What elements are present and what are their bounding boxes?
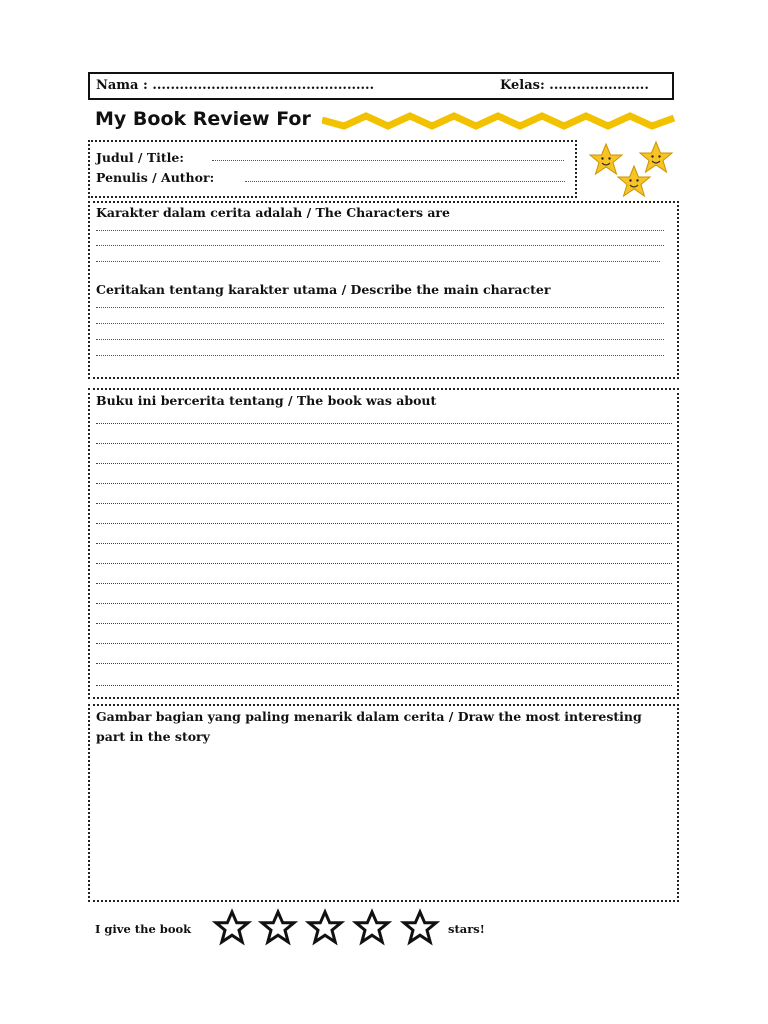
about-line[interactable]: [96, 523, 672, 524]
outline-star-icon[interactable]: [262, 912, 294, 942]
about-line[interactable]: [96, 663, 672, 664]
characters-label: Karakter dalam cerita adalah / The Characters are: [96, 205, 450, 220]
characters-line[interactable]: [96, 230, 664, 231]
outline-star-icon[interactable]: [404, 912, 436, 942]
about-line[interactable]: [96, 583, 672, 584]
about-line[interactable]: [96, 423, 672, 424]
about-line[interactable]: [96, 503, 672, 504]
main-character-label: Ceritakan tentang karakter utama / Describe the main character: [96, 282, 551, 297]
outline-star-icon[interactable]: [309, 912, 341, 942]
star-face-icon: [590, 144, 622, 174]
main-character-line[interactable]: [96, 355, 664, 356]
main-character-line[interactable]: [96, 339, 664, 340]
about-line[interactable]: [96, 443, 672, 444]
characters-line[interactable]: [96, 261, 660, 262]
rating-suffix: stars!: [448, 922, 485, 936]
star-face-icon: [618, 166, 650, 196]
about-line[interactable]: [96, 543, 672, 544]
about-line[interactable]: [96, 563, 672, 564]
main-character-line[interactable]: [96, 307, 664, 308]
characters-line[interactable]: [96, 245, 664, 246]
outline-star-icon[interactable]: [356, 912, 388, 942]
about-line[interactable]: [96, 603, 672, 604]
about-line[interactable]: [96, 483, 672, 484]
class-field[interactable]: Kelas: ......................: [500, 78, 649, 93]
title-label: Judul / Title:: [96, 150, 184, 165]
title-input-line[interactable]: [212, 160, 564, 161]
rating-stars: [210, 908, 450, 946]
outline-star-icon[interactable]: [216, 912, 248, 942]
author-input-line[interactable]: [245, 181, 565, 182]
name-field[interactable]: Nama : .................................................: [96, 78, 375, 93]
drawing-label: Gambar bagian yang paling menarik dalam cerita / Draw the most interesting part in the story: [96, 709, 642, 744]
rating-prefix: I give the book: [95, 922, 192, 936]
star-face-icon: [640, 142, 672, 172]
name-class-box: [88, 72, 674, 100]
book-info-box: [88, 140, 577, 198]
smiling-stars-decoration: [582, 140, 682, 204]
about-line[interactable]: [96, 463, 672, 464]
about-line[interactable]: [96, 623, 672, 624]
about-line[interactable]: [96, 685, 672, 686]
about-line[interactable]: [96, 643, 672, 644]
main-character-line[interactable]: [96, 323, 664, 324]
zigzag-decoration: [322, 110, 676, 130]
about-label: Buku ini bercerita tentang / The book was about: [96, 393, 437, 408]
author-label: Penulis / Author:: [96, 170, 215, 185]
page-title: My Book Review For: [95, 108, 311, 130]
